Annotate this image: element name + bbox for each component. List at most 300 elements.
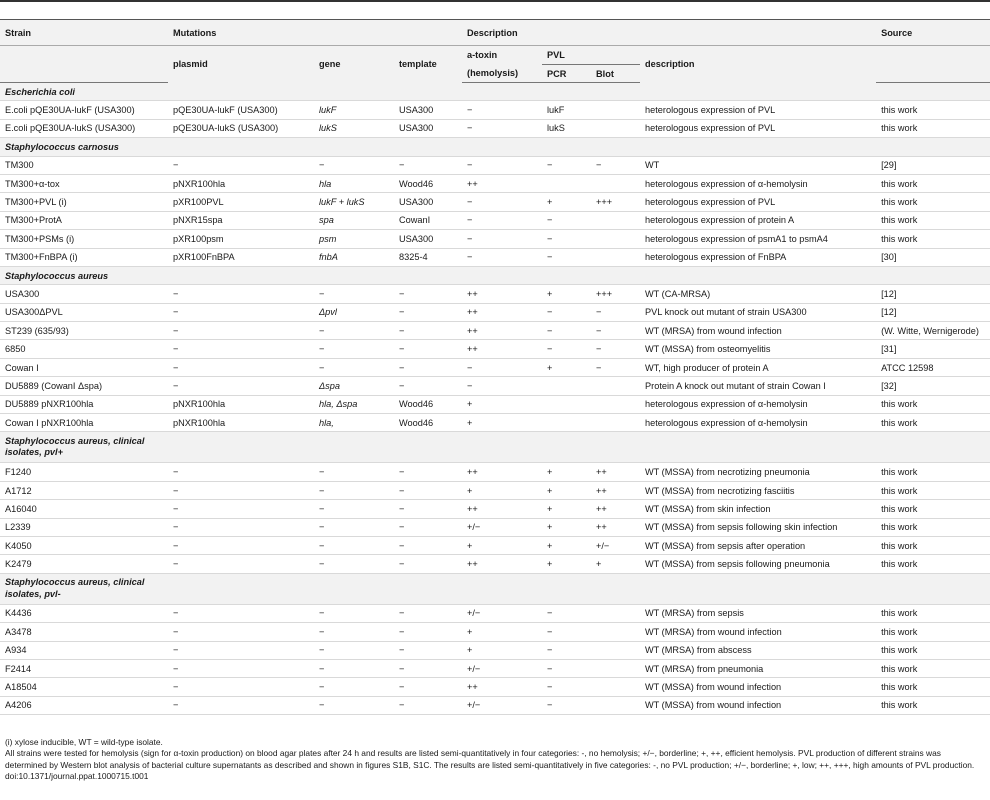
cell-pcr: −: [542, 623, 591, 641]
strains-table: [0, 19, 990, 715]
cell-source: this work: [876, 211, 990, 229]
cell-blot: [591, 696, 640, 714]
cell-template: 8325-4: [394, 248, 462, 266]
cell-source: this work: [876, 193, 990, 211]
cell-pcr: −: [542, 659, 591, 677]
cell-gene: −: [314, 322, 394, 340]
cell-atoxin: −: [462, 377, 542, 395]
cell-pcr: +: [542, 463, 591, 481]
cell-strain: TM300+PSMs (i): [0, 230, 168, 248]
cell-source: [12]: [876, 303, 990, 321]
cell-plasmid: pNXR100hla: [168, 395, 314, 413]
cell-source: this work: [876, 230, 990, 248]
header-pcr: PCR: [542, 65, 591, 83]
cell-template: USA300: [394, 230, 462, 248]
cell-strain: A18504: [0, 678, 168, 696]
cell-strain: A3478: [0, 623, 168, 641]
cell-atoxin: +: [462, 481, 542, 499]
cell-source: this work: [876, 500, 990, 518]
cell-pcr: −: [542, 211, 591, 229]
cell-source: this work: [876, 678, 990, 696]
cell-atoxin: +: [462, 623, 542, 641]
cell-description: WT (MRSA) from sepsis: [640, 604, 876, 622]
cell-gene: −: [314, 285, 394, 303]
cell-template: −: [394, 156, 462, 174]
table-row: [0, 641, 990, 659]
cell-atoxin: −: [462, 248, 542, 266]
cell-pcr: +: [542, 500, 591, 518]
cell-gene: lukF: [314, 101, 394, 119]
table-row: [0, 285, 990, 303]
cell-strain: F2414: [0, 659, 168, 677]
table-row: [0, 696, 990, 714]
cell-pcr: −: [542, 322, 591, 340]
cell-description: WT (MRSA) from wound infection: [640, 322, 876, 340]
cell-description: WT (MSSA) from skin infection: [640, 500, 876, 518]
cell-source: this work: [876, 536, 990, 554]
cell-strain: A934: [0, 641, 168, 659]
header-blot: Blot: [591, 65, 640, 83]
cell-blot: −: [591, 303, 640, 321]
table-row: [0, 604, 990, 622]
cell-source: this work: [876, 659, 990, 677]
cell-description: WT (MSSA) from sepsis following pneumonia: [640, 555, 876, 573]
cell-gene: hla,: [314, 414, 394, 432]
cell-plasmid: −: [168, 696, 314, 714]
header-template: template: [399, 59, 437, 70]
cell-strain: K4050: [0, 536, 168, 554]
table-row: [0, 119, 990, 137]
cell-gene: −: [314, 156, 394, 174]
cell-source: [31]: [876, 340, 990, 358]
cell-description: heterologous expression of PVL: [640, 119, 876, 137]
table-row: [0, 481, 990, 499]
cell-source: this work: [876, 174, 990, 192]
cell-strain: DU5889 pNXR100hla: [0, 395, 168, 413]
cell-pcr: [542, 395, 591, 413]
cell-gene: −: [314, 659, 394, 677]
cell-strain: L2339: [0, 518, 168, 536]
table-row: [0, 211, 990, 229]
table-row: [0, 500, 990, 518]
header-strain: Strain: [0, 20, 168, 46]
cell-atoxin: ++: [462, 463, 542, 481]
cell-gene: −: [314, 696, 394, 714]
cell-gene: lukS: [314, 119, 394, 137]
cell-template: −: [394, 481, 462, 499]
table-row: [0, 340, 990, 358]
group-row: [0, 573, 990, 604]
cell-template: USA300: [394, 101, 462, 119]
cell-strain: K4436: [0, 604, 168, 622]
cell-plasmid: −: [168, 659, 314, 677]
cell-blot: +++: [591, 285, 640, 303]
cell-template: Wood46: [394, 174, 462, 192]
header-gene: gene: [319, 59, 341, 70]
cell-template: −: [394, 696, 462, 714]
cell-source: (W. Witte, Wernigerode): [876, 322, 990, 340]
cell-plasmid: pNXR15spa: [168, 211, 314, 229]
cell-template: −: [394, 377, 462, 395]
cell-template: −: [394, 555, 462, 573]
group-row: [0, 266, 990, 284]
cell-template: −: [394, 623, 462, 641]
cell-atoxin: ++: [462, 678, 542, 696]
cell-strain: F1240: [0, 463, 168, 481]
cell-gene: −: [314, 518, 394, 536]
group-row: [0, 83, 990, 101]
cell-pcr: lukS: [542, 119, 591, 137]
cell-atoxin: +/−: [462, 518, 542, 536]
header-source: Source: [876, 20, 990, 46]
header-description: Description: [462, 20, 876, 46]
cell-strain: Cowan I pNXR100hla: [0, 414, 168, 432]
cell-blot: [591, 395, 640, 413]
cell-plasmid: pNXR100hla: [168, 414, 314, 432]
cell-template: −: [394, 303, 462, 321]
cell-source: [12]: [876, 285, 990, 303]
group-label: Staphylococcus carnosus: [0, 138, 990, 156]
doi: doi:10.1371/journal.ppat.1000715.t001: [5, 770, 149, 781]
cell-plasmid: pXR100psm: [168, 230, 314, 248]
header-atoxin-1: a-toxin: [467, 50, 498, 61]
cell-source: this work: [876, 623, 990, 641]
cell-description: heterologous expression of α-hemolysin: [640, 395, 876, 413]
cell-source: this work: [876, 518, 990, 536]
cell-atoxin: −: [462, 156, 542, 174]
cell-gene: −: [314, 604, 394, 622]
cell-description: heterologous expression of α-hemolysin: [640, 414, 876, 432]
cell-strain: TM300+FnBPA (i): [0, 248, 168, 266]
cell-blot: −: [591, 156, 640, 174]
cell-description: heterologous expression of psmA1 to psmA4: [640, 230, 876, 248]
cell-pcr: [542, 377, 591, 395]
cell-gene: −: [314, 340, 394, 358]
cell-atoxin: +: [462, 395, 542, 413]
cell-strain: ST239 (635/93): [0, 322, 168, 340]
cell-source: [29]: [876, 156, 990, 174]
cell-strain: TM300+α-tox: [0, 174, 168, 192]
table-row: [0, 463, 990, 481]
cell-source: this work: [876, 555, 990, 573]
cell-description: WT (MRSA) from pneumonia: [640, 659, 876, 677]
cell-atoxin: −: [462, 119, 542, 137]
table-row: [0, 678, 990, 696]
cell-template: −: [394, 358, 462, 376]
cell-blot: +/−: [591, 536, 640, 554]
cell-atoxin: +: [462, 641, 542, 659]
cell-pcr: +: [542, 518, 591, 536]
cell-pcr: −: [542, 303, 591, 321]
footnote-2: All strains were tested for hemolysis (sign for α-toxin production) on blood agar plates after 24 h and results are listed semi-quantitatively in four categories: -, no hemolysis; +/−, borderline; +, ++, efficient hemolysis. PVL production of different strains was determined by Western blot analysis of bacterial culture supernatants as described and shown in figures S1B, S1C. The results are listed semi-quantitatively in five categories: -, no PVL production; +/−, borderline; +, low; ++, +++, high amounts of PVL production.: [5, 748, 975, 770]
cell-description: WT (MRSA) from abscess: [640, 641, 876, 659]
cell-strain: A16040: [0, 500, 168, 518]
cell-gene: −: [314, 481, 394, 499]
cell-plasmid: −: [168, 555, 314, 573]
cell-template: −: [394, 536, 462, 554]
cell-description: WT (MSSA) from sepsis following skin infection: [640, 518, 876, 536]
cell-template: −: [394, 500, 462, 518]
group-label: Staphylococcus aureus, clinical isolates, pvl-: [0, 573, 990, 604]
cell-strain: Cowan I: [0, 358, 168, 376]
cell-blot: [591, 414, 640, 432]
cell-template: −: [394, 604, 462, 622]
cell-description: WT (MRSA) from wound infection: [640, 623, 876, 641]
cell-description: WT (CA-MRSA): [640, 285, 876, 303]
cell-blot: [591, 623, 640, 641]
header-description-sub: description: [645, 59, 695, 70]
cell-atoxin: ++: [462, 322, 542, 340]
group-label: Escherichia coli: [0, 83, 990, 101]
cell-plasmid: pXR100PVL: [168, 193, 314, 211]
cell-plasmid: −: [168, 303, 314, 321]
table-row: [0, 395, 990, 413]
cell-pcr: +: [542, 555, 591, 573]
cell-strain: TM300+ProtA: [0, 211, 168, 229]
group-label: Staphylococcus aureus, clinical isolates, pvl+: [0, 432, 990, 463]
cell-source: this work: [876, 696, 990, 714]
group-row: [0, 138, 990, 156]
header-plasmid: plasmid: [173, 59, 208, 70]
cell-strain: E.coli pQE30UA-lukF (USA300): [0, 101, 168, 119]
cell-pcr: +: [542, 358, 591, 376]
cell-template: −: [394, 641, 462, 659]
cell-atoxin: −: [462, 230, 542, 248]
cell-pcr: +: [542, 481, 591, 499]
cell-pcr: −: [542, 604, 591, 622]
cell-pcr: +: [542, 285, 591, 303]
cell-blot: [591, 211, 640, 229]
cell-blot: ++: [591, 463, 640, 481]
cell-gene: −: [314, 358, 394, 376]
cell-plasmid: −: [168, 340, 314, 358]
cell-atoxin: ++: [462, 555, 542, 573]
cell-gene: −: [314, 555, 394, 573]
cell-atoxin: +/−: [462, 659, 542, 677]
group-row: [0, 432, 990, 463]
cell-gene: −: [314, 500, 394, 518]
header-pvl: PVL: [542, 46, 640, 65]
cell-gene: −: [314, 623, 394, 641]
table-row: [0, 230, 990, 248]
cell-blot: ++: [591, 500, 640, 518]
table-row: [0, 414, 990, 432]
cell-atoxin: ++: [462, 500, 542, 518]
cell-description: WT (MSSA) from wound infection: [640, 696, 876, 714]
cell-gene: fnbA: [314, 248, 394, 266]
cell-plasmid: pQE30UA-lukF (USA300): [168, 101, 314, 119]
cell-source: ATCC 12598: [876, 358, 990, 376]
cell-plasmid: −: [168, 604, 314, 622]
cell-pcr: [542, 174, 591, 192]
cell-blot: [591, 377, 640, 395]
cell-template: −: [394, 463, 462, 481]
cell-blot: −: [591, 322, 640, 340]
cell-strain: TM300: [0, 156, 168, 174]
cell-blot: +++: [591, 193, 640, 211]
cell-description: WT (MSSA) from necrotizing pneumonia: [640, 463, 876, 481]
table-row: [0, 623, 990, 641]
cell-blot: [591, 101, 640, 119]
cell-blot: ++: [591, 518, 640, 536]
cell-plasmid: −: [168, 536, 314, 554]
cell-gene: Δspa: [314, 377, 394, 395]
table-row: [0, 193, 990, 211]
table-row: [0, 518, 990, 536]
cell-template: CowanI: [394, 211, 462, 229]
table-row: [0, 156, 990, 174]
cell-description: heterologous expression of PVL: [640, 101, 876, 119]
table-row: [0, 303, 990, 321]
cell-blot: [591, 230, 640, 248]
cell-pcr: +: [542, 193, 591, 211]
table-row: [0, 248, 990, 266]
cell-template: USA300: [394, 119, 462, 137]
cell-plasmid: pQE30UA-lukS (USA300): [168, 119, 314, 137]
cell-description: heterologous expression of FnBPA: [640, 248, 876, 266]
cell-source: [32]: [876, 377, 990, 395]
cell-pcr: −: [542, 678, 591, 696]
cell-atoxin: −: [462, 193, 542, 211]
cell-plasmid: −: [168, 500, 314, 518]
cell-description: WT (MSSA) from wound infection: [640, 678, 876, 696]
cell-atoxin: +: [462, 536, 542, 554]
cell-strain: A1712: [0, 481, 168, 499]
cell-blot: [591, 604, 640, 622]
cell-atoxin: ++: [462, 174, 542, 192]
cell-plasmid: −: [168, 156, 314, 174]
cell-strain: USA300: [0, 285, 168, 303]
cell-atoxin: −: [462, 211, 542, 229]
cell-source: this work: [876, 481, 990, 499]
cell-description: WT (MSSA) from necrotizing fasciitis: [640, 481, 876, 499]
cell-blot: [591, 659, 640, 677]
table-row: [0, 322, 990, 340]
cell-atoxin: +/−: [462, 696, 542, 714]
cell-template: Wood46: [394, 395, 462, 413]
cell-pcr: −: [542, 156, 591, 174]
cell-pcr: −: [542, 230, 591, 248]
header-mutations: Mutations: [168, 20, 462, 46]
cell-gene: −: [314, 641, 394, 659]
cell-strain: DU5889 (CowanI Δspa): [0, 377, 168, 395]
table-row: [0, 659, 990, 677]
table-row: [0, 174, 990, 192]
cell-source: this work: [876, 604, 990, 622]
cell-template: −: [394, 340, 462, 358]
table-row: [0, 358, 990, 376]
cell-template: −: [394, 322, 462, 340]
cell-strain: USA300ΔPVL: [0, 303, 168, 321]
cell-gene: lukF + lukS: [314, 193, 394, 211]
cell-blot: −: [591, 340, 640, 358]
cell-gene: hla, Δspa: [314, 395, 394, 413]
header-atoxin-2: (hemolysis): [462, 65, 542, 83]
cell-blot: [591, 678, 640, 696]
cell-plasmid: −: [168, 322, 314, 340]
cell-gene: psm: [314, 230, 394, 248]
footnote-1: (i) xylose inducible, WT = wild-type isolate.: [5, 737, 163, 747]
cell-plasmid: −: [168, 678, 314, 696]
cell-blot: [591, 119, 640, 137]
table-row: [0, 536, 990, 554]
cell-plasmid: −: [168, 481, 314, 499]
cell-strain: TM300+PVL (i): [0, 193, 168, 211]
cell-strain: A4206: [0, 696, 168, 714]
cell-description: PVL knock out mutant of strain USA300: [640, 303, 876, 321]
cell-gene: −: [314, 463, 394, 481]
cell-template: −: [394, 659, 462, 677]
cell-description: heterologous expression of PVL: [640, 193, 876, 211]
table-footnotes: [5, 737, 985, 782]
cell-description: heterologous expression of α-hemolysin: [640, 174, 876, 192]
cell-source: this work: [876, 641, 990, 659]
cell-pcr: lukF: [542, 101, 591, 119]
cell-atoxin: ++: [462, 303, 542, 321]
cell-strain: E.coli pQE30UA-lukS (USA300): [0, 119, 168, 137]
cell-gene: hla: [314, 174, 394, 192]
cell-source: this work: [876, 101, 990, 119]
cell-atoxin: −: [462, 101, 542, 119]
cell-pcr: [542, 414, 591, 432]
cell-source: this work: [876, 463, 990, 481]
cell-pcr: −: [542, 696, 591, 714]
cell-template: USA300: [394, 193, 462, 211]
cell-description: WT (MSSA) from osteomyelitis: [640, 340, 876, 358]
cell-gene: Δpvl: [314, 303, 394, 321]
cell-gene: −: [314, 536, 394, 554]
cell-atoxin: +/−: [462, 604, 542, 622]
cell-template: −: [394, 518, 462, 536]
cell-template: −: [394, 285, 462, 303]
cell-plasmid: pXR100FnBPA: [168, 248, 314, 266]
cell-pcr: −: [542, 641, 591, 659]
cell-plasmid: −: [168, 377, 314, 395]
cell-blot: [591, 174, 640, 192]
cell-description: heterologous expression of protein A: [640, 211, 876, 229]
cell-blot: −: [591, 358, 640, 376]
cell-source: [30]: [876, 248, 990, 266]
cell-source: this work: [876, 414, 990, 432]
cell-pcr: +: [542, 536, 591, 554]
table-body: [0, 83, 990, 715]
cell-description: WT (MSSA) from sepsis after operation: [640, 536, 876, 554]
table-row: [0, 555, 990, 573]
cell-atoxin: ++: [462, 285, 542, 303]
cell-atoxin: −: [462, 358, 542, 376]
cell-strain: 6850: [0, 340, 168, 358]
cell-gene: spa: [314, 211, 394, 229]
cell-strain: K2479: [0, 555, 168, 573]
cell-source: this work: [876, 395, 990, 413]
cell-blot: ++: [591, 481, 640, 499]
cell-template: Wood46: [394, 414, 462, 432]
group-label: Staphylococcus aureus: [0, 266, 990, 284]
cell-plasmid: −: [168, 623, 314, 641]
cell-pcr: −: [542, 340, 591, 358]
cell-atoxin: ++: [462, 340, 542, 358]
cell-plasmid: −: [168, 641, 314, 659]
cell-blot: +: [591, 555, 640, 573]
cell-plasmid: −: [168, 358, 314, 376]
cell-description: Protein A knock out mutant of strain Cowan I: [640, 377, 876, 395]
cell-pcr: −: [542, 248, 591, 266]
top-rule: [0, 0, 990, 2]
cell-plasmid: −: [168, 463, 314, 481]
cell-plasmid: −: [168, 285, 314, 303]
cell-atoxin: +: [462, 414, 542, 432]
cell-template: −: [394, 678, 462, 696]
